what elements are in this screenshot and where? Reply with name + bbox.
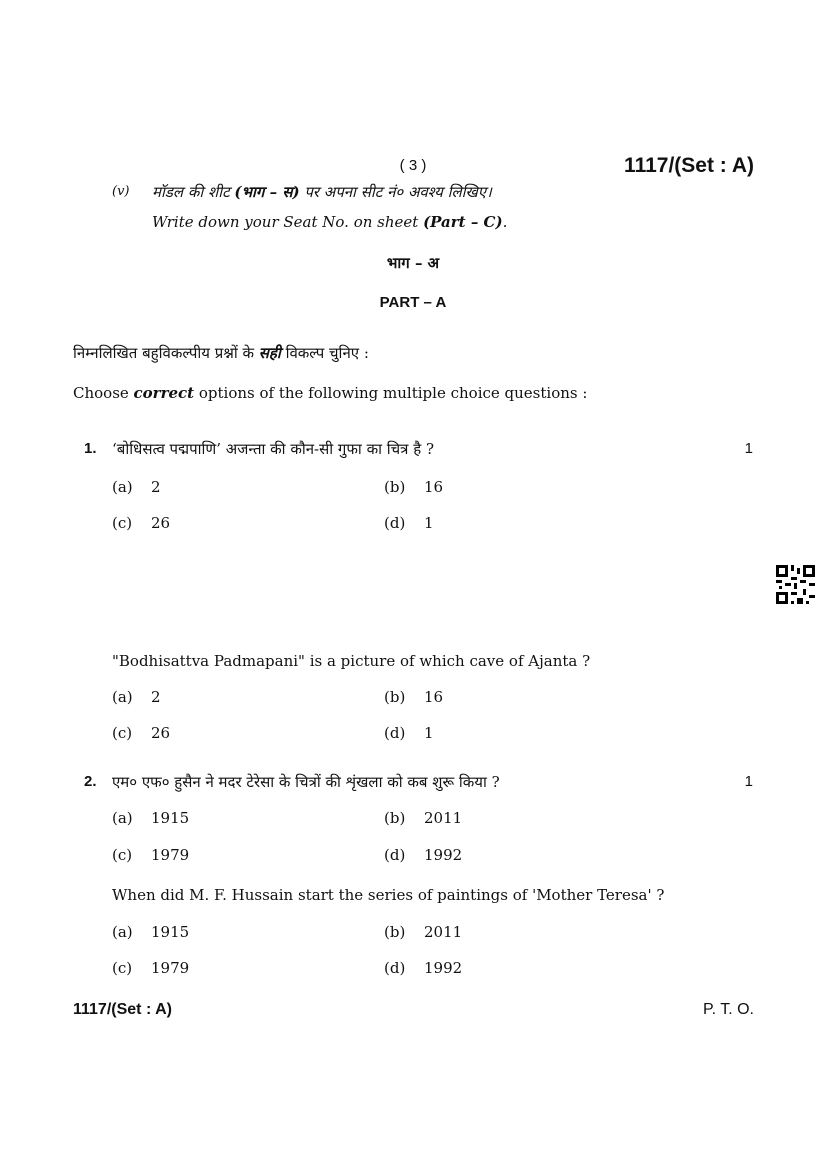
option-label: (a) xyxy=(112,809,133,827)
option-label: (a) xyxy=(112,478,133,496)
question-number: 2. xyxy=(84,773,97,790)
option-label: (a) xyxy=(112,923,133,941)
option-label: (a) xyxy=(112,688,133,706)
option-label: (c) xyxy=(112,959,133,977)
option-value: 1979 xyxy=(151,846,190,864)
instruction-hindi: मॉडल की शीट (भाग – स) पर अपना सीट नं० अवश्य लिखिए। xyxy=(152,183,492,201)
option-value: 1992 xyxy=(424,959,463,977)
qr-code-icon xyxy=(776,565,815,604)
section-title-hindi: भाग – अ xyxy=(386,254,440,272)
option-value: 2011 xyxy=(424,809,463,827)
option-value: 1 xyxy=(424,514,434,532)
option-label: (d) xyxy=(384,724,406,742)
option-value: 26 xyxy=(151,724,171,742)
instruction-english: Write down your Seat No. on sheet (Part – C). xyxy=(152,213,508,231)
option-value: 1 xyxy=(424,724,434,742)
question-marks: 1 xyxy=(744,440,753,457)
option-value: 1992 xyxy=(424,846,463,864)
option-label: (b) xyxy=(384,478,406,496)
question-text-english: When did M. F. Hussain start the series of paintings of 'Mother Teresa' ? xyxy=(112,886,665,904)
footer-code: 1117/(Set : A) xyxy=(73,1001,173,1018)
option-label: (d) xyxy=(384,514,406,532)
option-label: (c) xyxy=(112,724,133,742)
option-value: 1979 xyxy=(151,959,190,977)
question-text-hindi: ‘बोधिसत्व पद्मपाणि’ अजन्ता की कौन-सी गुफा का चित्र है ? xyxy=(112,440,434,458)
option-value: 2 xyxy=(151,478,161,496)
option-label: (c) xyxy=(112,514,133,532)
question-text-hindi: एम० एफ० हुसैन ने मदर टेरेसा के चित्रों की शृंखला को कब शुरू किया ? xyxy=(112,773,500,791)
option-value: 2011 xyxy=(424,923,463,941)
option-value: 26 xyxy=(151,514,171,532)
paper-code: 1117/(Set : A) xyxy=(624,154,754,177)
option-label: (d) xyxy=(384,846,406,864)
option-value: 2 xyxy=(151,688,161,706)
directions-hindi: निम्नलिखित बहुविकल्पीय प्रश्नों के सही विकल्प चुनिए : xyxy=(73,344,369,362)
option-label: (c) xyxy=(112,846,133,864)
section-title-english: PART – A xyxy=(379,294,447,311)
option-label: (b) xyxy=(384,688,406,706)
question-text-english: "Bodhisattva Padmapani" is a picture of which cave of Ajanta ? xyxy=(112,652,591,670)
option-value: 1915 xyxy=(151,923,190,941)
option-label: (b) xyxy=(384,923,406,941)
question-number: 1. xyxy=(84,440,97,457)
question-marks: 1 xyxy=(744,773,753,790)
page-number: ( 3 ) xyxy=(399,157,427,174)
option-value: 16 xyxy=(424,688,444,706)
option-label: (b) xyxy=(384,809,406,827)
option-value: 1915 xyxy=(151,809,190,827)
footer-pto: P. T. O. xyxy=(703,1001,754,1018)
option-value: 16 xyxy=(424,478,444,496)
instruction-label: (v) xyxy=(112,184,130,199)
directions-english: Choose correct options of the following multiple choice questions : xyxy=(73,384,588,402)
option-label: (d) xyxy=(384,959,406,977)
